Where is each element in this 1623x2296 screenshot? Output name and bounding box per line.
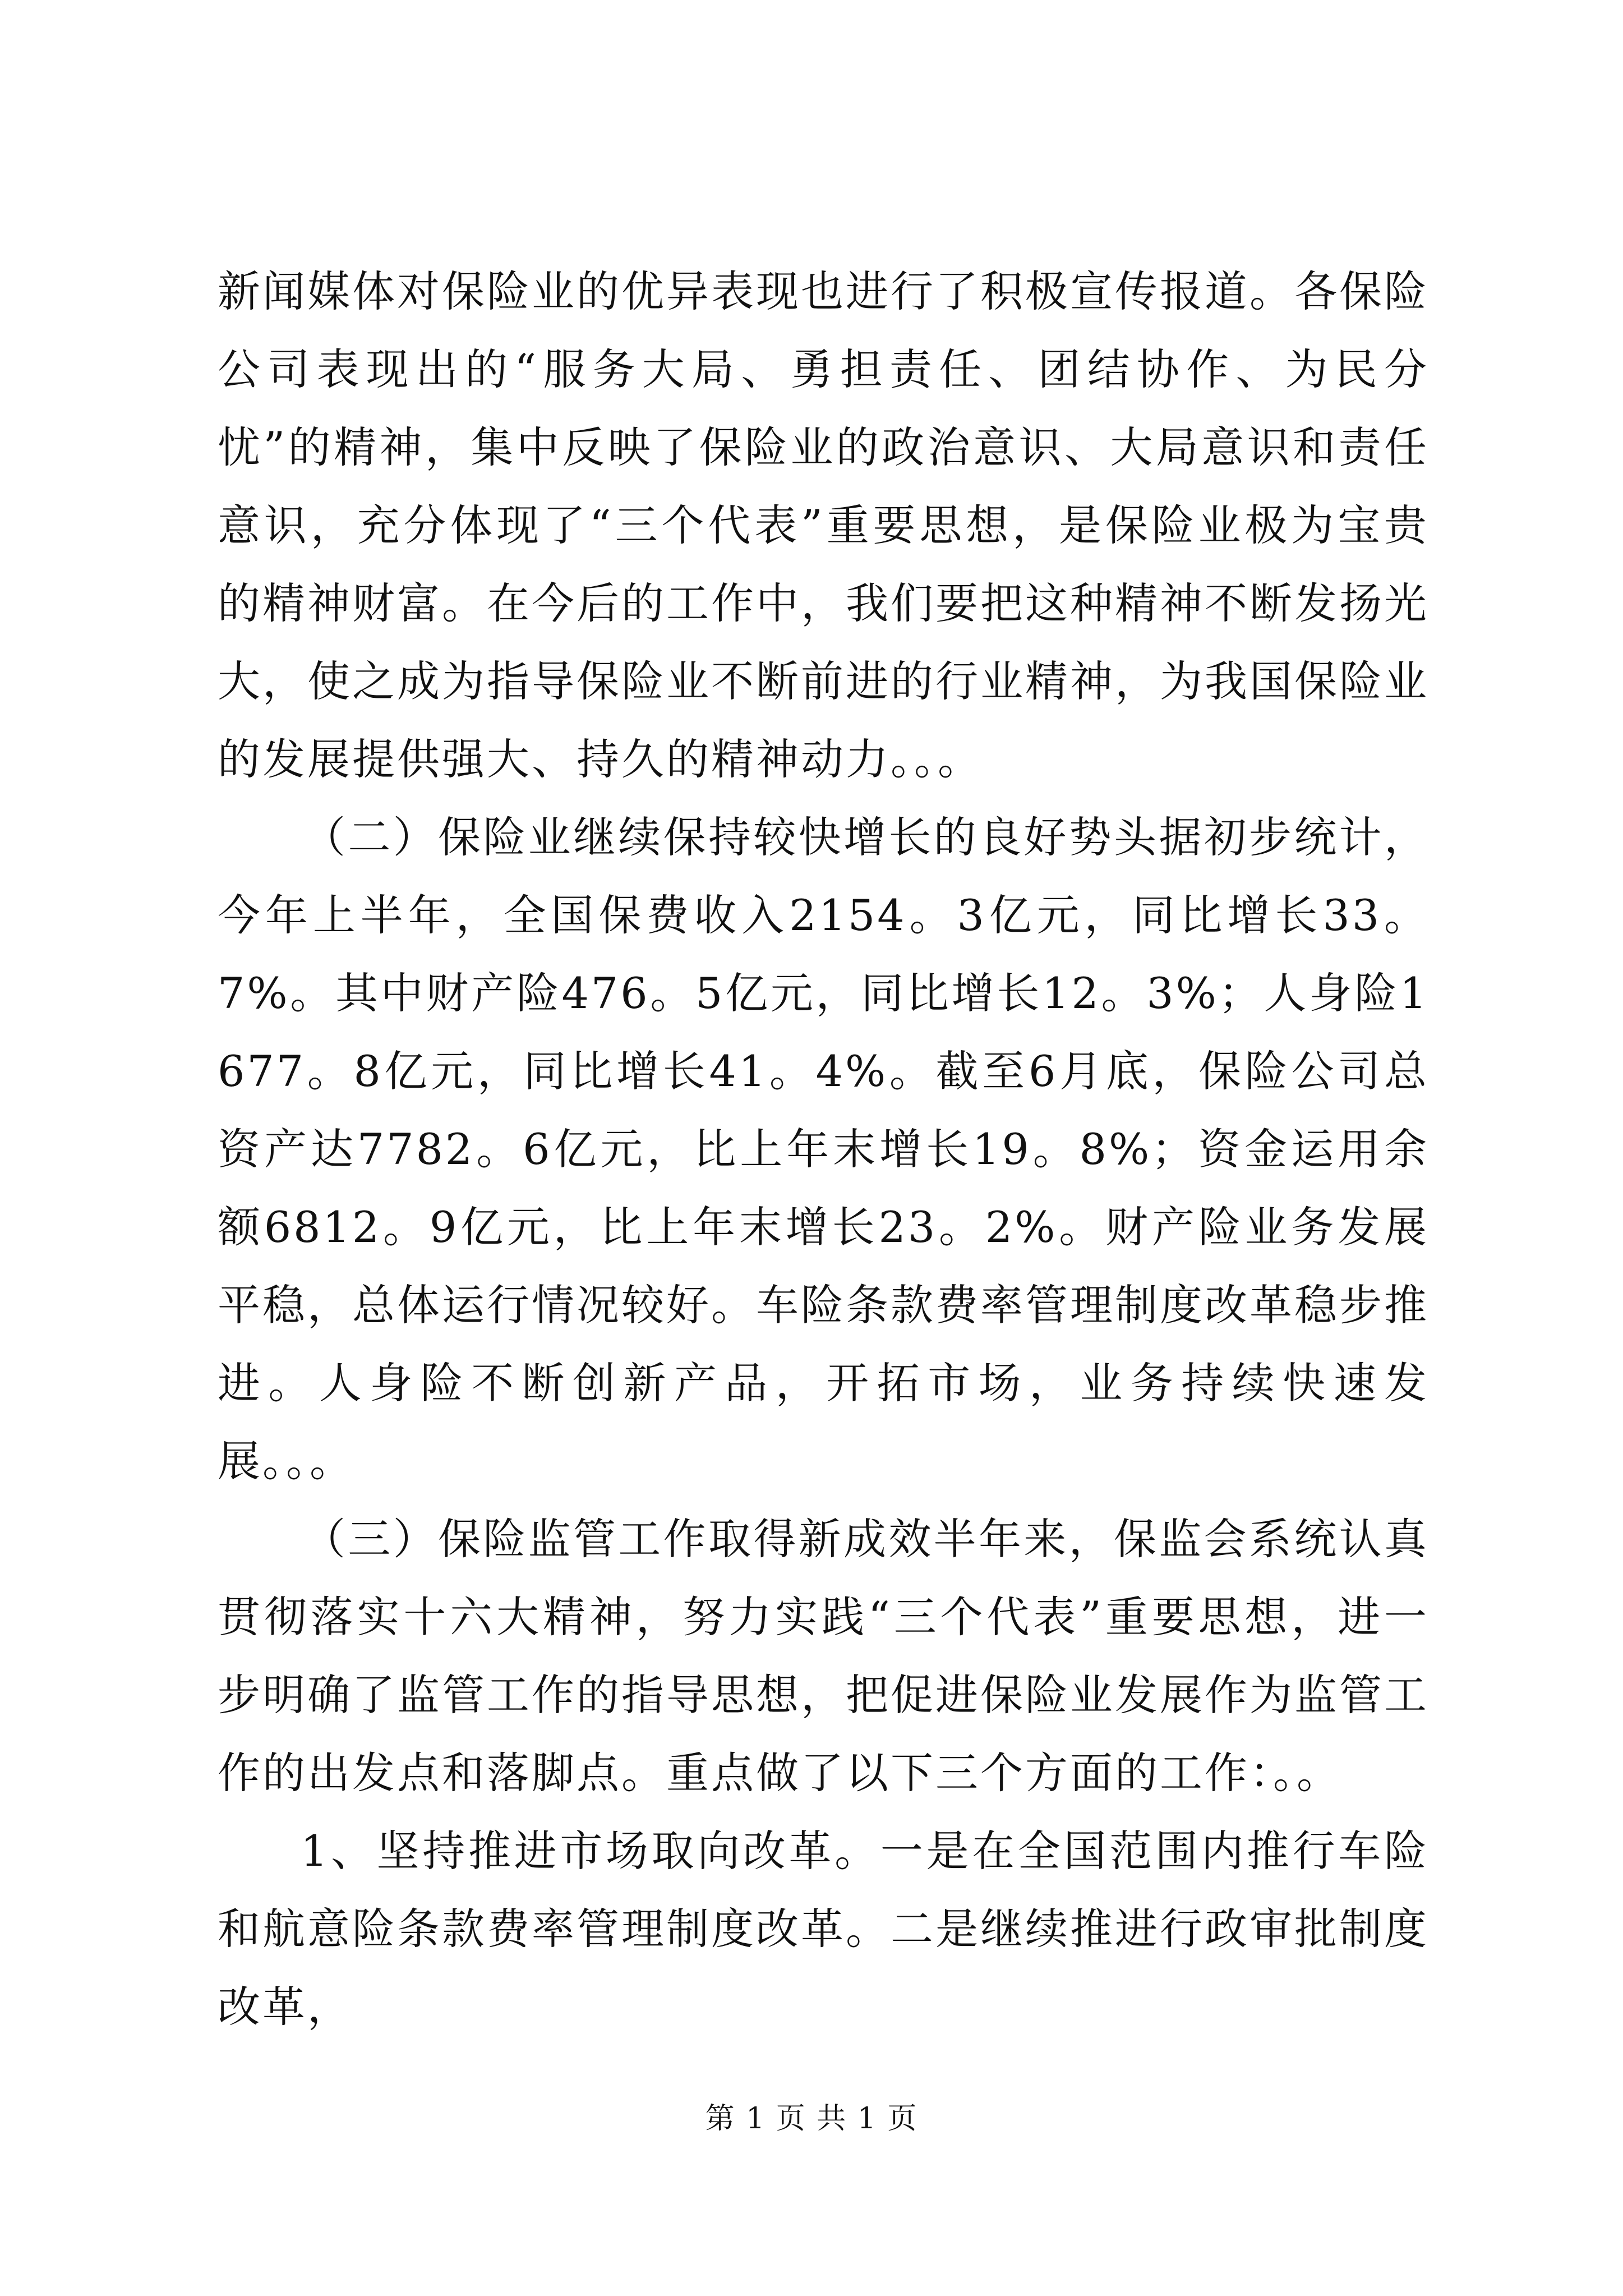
paragraph-media-coverage: 新闻媒体对保险业的优异表现也进行了积极宣传报道。各保险公司表现出的“服务大局、勇担责任、团结协作、为民分忧”的精神，集中反映了保险业的政治意识、大局意识和责任意识，充分体现了“三个代表”重要思想，是保险业极为宝贵的精神财富。在今后的工作中，我们要把这种精神不断发扬光大，使之成为指导保险业不断前进的行业精神，为我国保险业的发展提供强大、持久的精神动力。。。	[218, 266, 1429, 784]
page-number-footer: 第 1 页 共 1 页	[705, 2102, 918, 2136]
paragraph-section-two: （二）保险业继续保持较快增长的良好势头据初步统计，今年上半年，全国保费收入2154。3亿元，同比增长33。7%。其中财产险476。5亿元，同比增长12。3%；人身险1677。8亿元，同比增长41。4%。截至6月底，保险公司总资产达7782。6亿元，比上年末增长19。8%；资金运用余额6812。9亿元，比上年末增长23。2%。财产险业务发展平稳，总体运行情况较好。车险条款费率管理制度改革稳步推进。人身险不断创新产品，开拓市场，业务持续快速发展。。。	[218, 812, 1429, 1486]
document-body	[218, 252, 1429, 2046]
paragraph-section-three: （三）保险监管工作取得新成效半年来，保监会系统认真贯彻落实十六大精神，努力实践“三个代表”重要思想，进一步明确了监管工作的指导思想，把促进保险业发展作为监管工作的出发点和落脚点。重点做了以下三个方面的工作：。。	[218, 1514, 1429, 1798]
paragraph-item-one: 1、坚持推进市场取向改革。一是在全国范围内推行车险和航意险条款费率管理制度改革。二是继续推进行政审批制度改革，	[218, 1826, 1429, 2032]
